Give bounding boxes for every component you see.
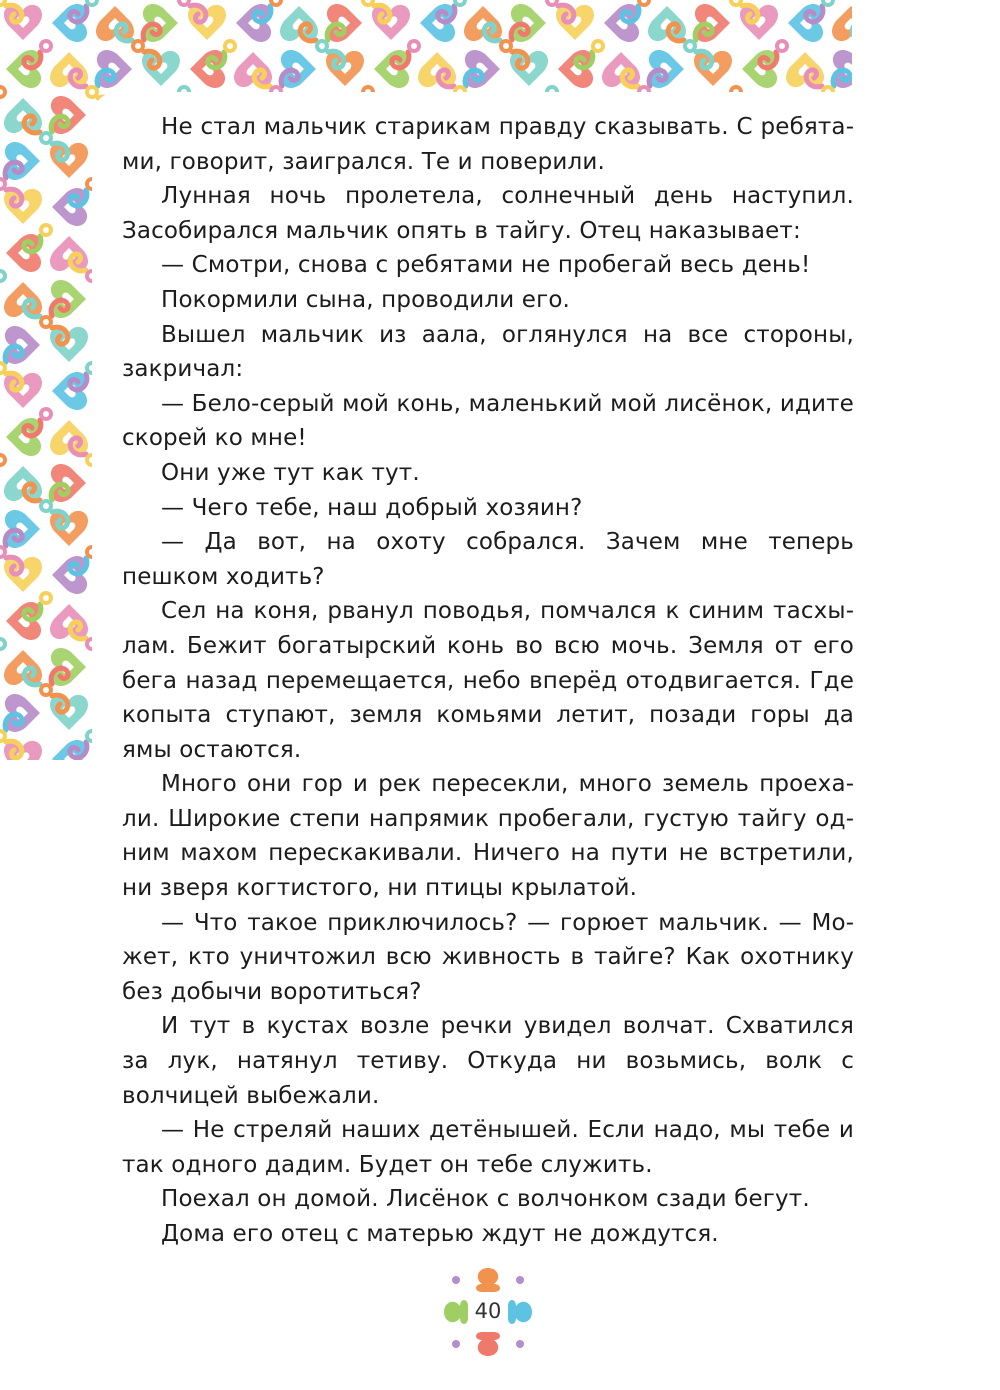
paragraph: Дома его отец с матерью ждут не дождутся. (161, 1221, 719, 1247)
paragraph: — Да вот, на охоту собрался. Зачем мне теперь пешком ходить? (122, 529, 854, 590)
story-text (122, 110, 854, 1252)
paragraph: Много они гор и рек пересекли, много земель проехали. Широкие степи напрямик пробегали, густую тайгу одним махом перескакивали. Ничего на пути не встретили, ни зверя когтистого, ни птицы крылатой. (122, 771, 854, 902)
paragraph: — Бело-серый мой конь, маленький мой лисёнок, идите скорей ко мне! (122, 390, 854, 452)
paragraph: Они уже тут как тут. (161, 459, 420, 486)
paragraph: И тут в кустах возле речки увидел волчат. Схватился за лук, натянул тетиву. Откуда ни возьмись, волк с волчицей выбежали. (122, 1013, 854, 1109)
page-number: 40 (474, 1299, 502, 1323)
paragraph: — Что такое приключилось? — горюет мальчик. — Может, кто уничтожил всю живность в тайге? Как охотнику без добычи воротиться? (122, 909, 854, 1005)
paragraph: — Смотри, снова с ребятами не пробегай весь день! (161, 252, 811, 279)
paragraph: Вышел мальчик из аала, оглянулся на все стороны, закричал: (122, 321, 854, 383)
paragraph: Лунная ночь пролетела, солнечный день наступил. Засобирался мальчик опять в тайгу. Отец наказывает: (122, 183, 854, 244)
paragraph: — Не стреляй наших детёнышей. Если надо, мы тебе и так одного дадим. Будет он тебе служить. (122, 1117, 854, 1178)
paragraph: Сел на коня, рванул поводья, помчался к синим тасхылам. Бежит богатырский конь во всю мочь. Земля от его бега назад перемещается, небо вперёд отодвигается. Где копыта ступают, земля комьями летит, позади горы да ямы остаются. (122, 598, 854, 763)
paragraph: — Чего тебе, наш добрый хозяин? (161, 494, 583, 521)
paragraph: Поехал он домой. Лисёнок с волчонком сзади бегут. (161, 1186, 810, 1213)
page-number-badge (438, 1262, 538, 1362)
paragraph: Не стал мальчик старикам правду сказывать. С ребятами, говорит, заигрался. Те и поверили. (122, 114, 854, 175)
paragraph: Покормили сына, проводили его. (161, 286, 571, 313)
